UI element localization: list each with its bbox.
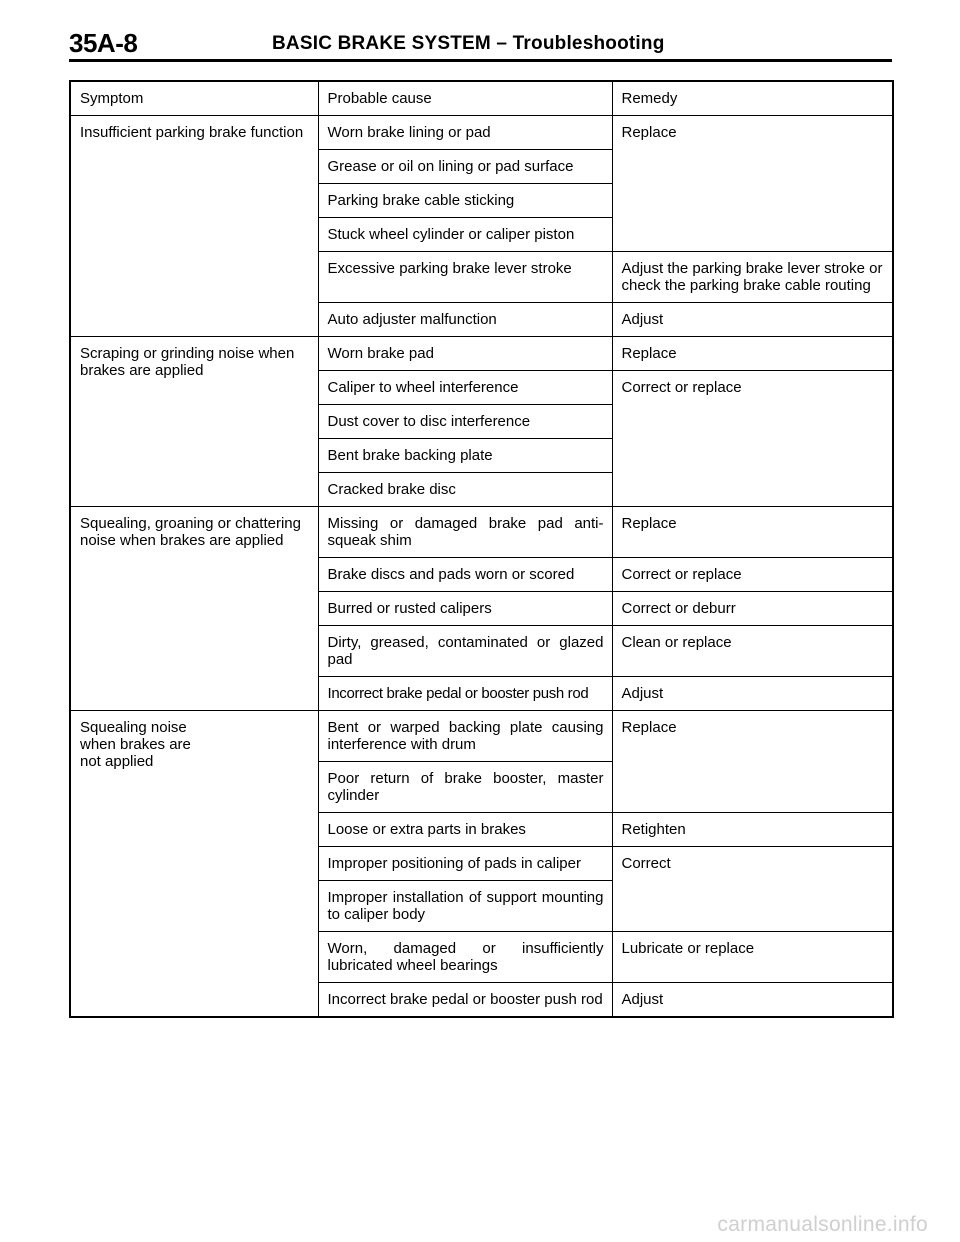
cause-cell: Grease or oil on lining or pad surface xyxy=(318,150,612,184)
remedy-cell: Replace xyxy=(612,507,893,558)
remedy-cell: Adjust xyxy=(612,983,893,1018)
remedy-cell: Correct or replace xyxy=(612,371,893,507)
cause-cell: Parking brake cable sticking xyxy=(318,184,612,218)
symptom-cell: Squealing noise when brakes are not applied xyxy=(70,711,318,1018)
remedy-cell: Retighten xyxy=(612,813,893,847)
remedy-cell: Clean or replace xyxy=(612,626,893,677)
remedy-cell: Adjust xyxy=(612,303,893,337)
cause-cell: Dirty, greased, contaminated or glazed pad xyxy=(318,626,612,677)
page-number: 35A-8 xyxy=(69,28,138,58)
cause-cell: Cracked brake disc xyxy=(318,473,612,507)
cause-cell: Dust cover to disc interference xyxy=(318,405,612,439)
remedy-cell: Adjust xyxy=(612,677,893,711)
column-header-probable-cause: Probable cause xyxy=(318,81,612,116)
table-row xyxy=(70,507,893,558)
table-row xyxy=(70,337,893,371)
cause-cell: Excessive parking brake lever stroke xyxy=(318,252,612,303)
cause-cell: Incorrect brake pedal or booster push rod xyxy=(318,677,612,711)
cause-cell: Poor return of brake booster, master cylinder xyxy=(318,762,612,813)
watermark-text: carmanualsonline.info xyxy=(717,1213,928,1236)
cause-cell: Brake discs and pads worn or scored xyxy=(318,558,612,592)
cause-cell: Worn brake pad xyxy=(318,337,612,371)
remedy-cell: Lubricate or replace xyxy=(612,932,893,983)
cause-cell: Worn, damaged or insufficiently lubricated wheel bearings xyxy=(318,932,612,983)
cause-cell: Improper installation of support mounting to caliper body xyxy=(318,881,612,932)
cause-cell: Incorrect brake pedal or booster push rod xyxy=(318,983,612,1018)
cause-cell: Caliper to wheel interference xyxy=(318,371,612,405)
symptom-cell: Squealing, groaning or chattering noise when brakes are applied xyxy=(70,507,318,711)
cause-cell: Auto adjuster malfunction xyxy=(318,303,612,337)
cause-cell: Improper positioning of pads in caliper xyxy=(318,847,612,881)
troubleshooting-table xyxy=(69,80,894,1018)
cause-cell: Bent or warped backing plate causing interference with drum xyxy=(318,711,612,762)
header-rule xyxy=(69,59,892,62)
remedy-cell: Correct xyxy=(612,847,893,932)
remedy-cell: Correct or replace xyxy=(612,558,893,592)
column-header-symptom: Symptom xyxy=(70,81,318,116)
cause-cell: Bent brake backing plate xyxy=(318,439,612,473)
remedy-cell: Replace xyxy=(612,116,893,252)
cause-cell: Loose or extra parts in brakes xyxy=(318,813,612,847)
page-header-title: BASIC BRAKE SYSTEM – Troubleshooting xyxy=(272,33,665,54)
cause-cell: Worn brake lining or pad xyxy=(318,116,612,150)
cause-cell: Missing or damaged brake pad anti-squeak shim xyxy=(318,507,612,558)
cause-cell: Burred or rusted calipers xyxy=(318,592,612,626)
table-row xyxy=(70,116,893,150)
remedy-cell: Correct or deburr xyxy=(612,592,893,626)
remedy-cell: Adjust the parking brake lever stroke or check the parking brake cable routing xyxy=(612,252,893,303)
cause-cell: Stuck wheel cylinder or caliper piston xyxy=(318,218,612,252)
column-header-remedy: Remedy xyxy=(612,81,893,116)
symptom-cell: Scraping or grinding noise when brakes are applied xyxy=(70,337,318,507)
symptom-cell: Insufficient parking brake function xyxy=(70,116,318,337)
remedy-cell: Replace xyxy=(612,337,893,371)
table-header-row xyxy=(70,81,893,116)
table-row xyxy=(70,711,893,762)
remedy-cell: Replace xyxy=(612,711,893,813)
